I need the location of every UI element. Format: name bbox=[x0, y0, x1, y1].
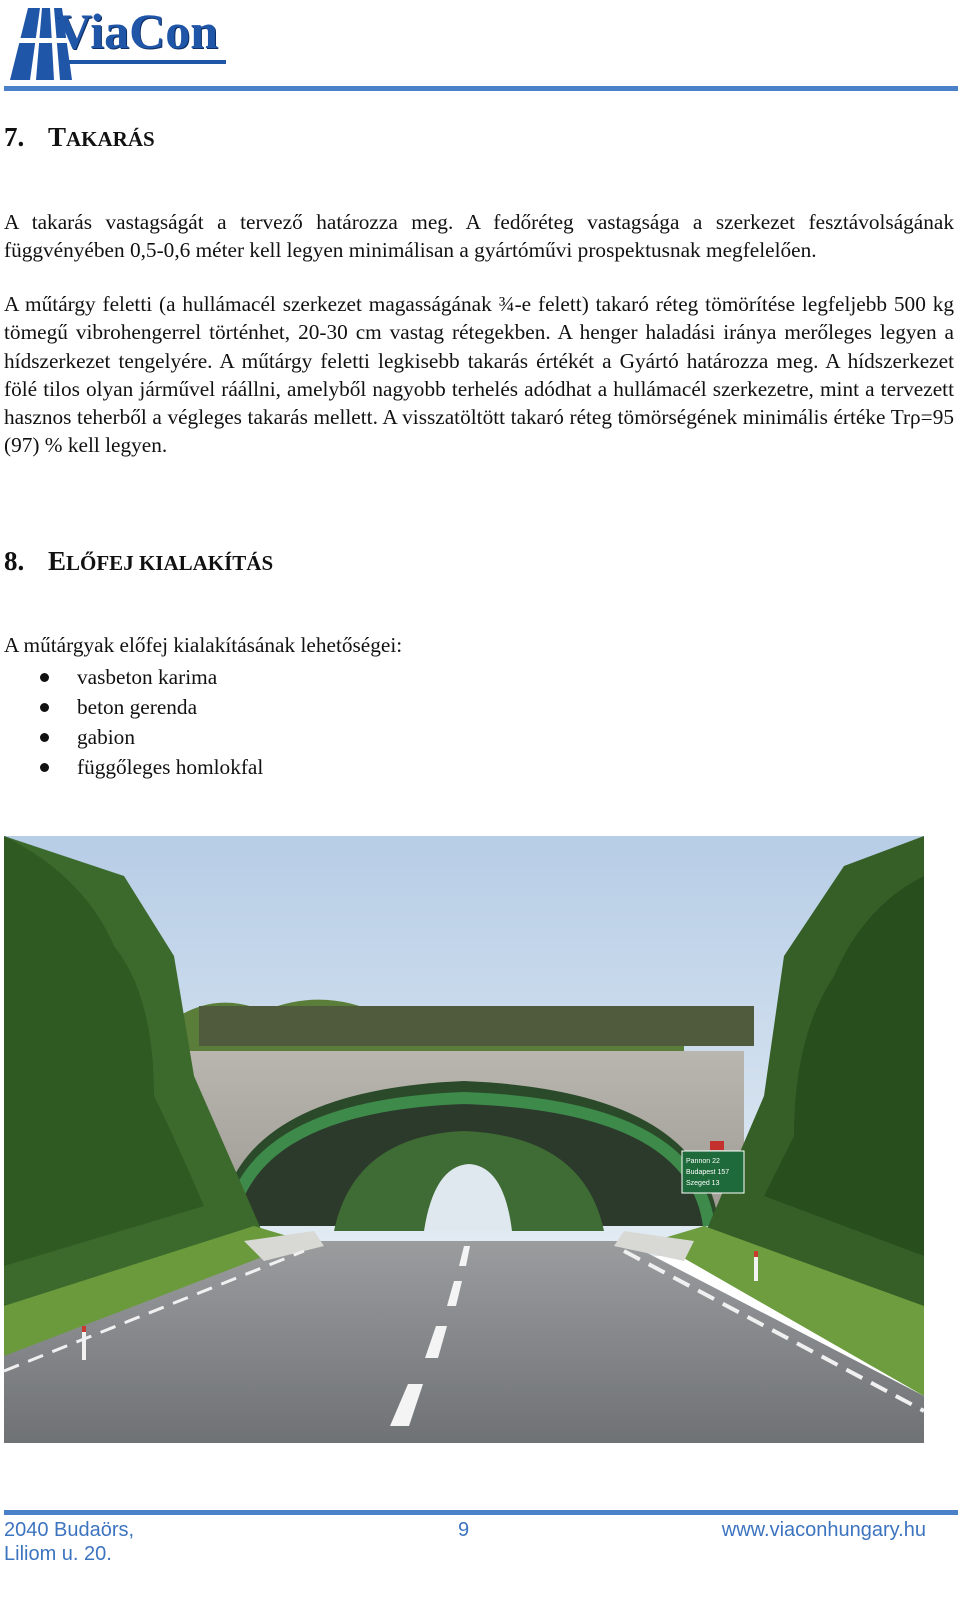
heading-initial: T bbox=[48, 122, 67, 152]
section-number: 7. bbox=[4, 122, 25, 152]
headwall-options-intro: A műtárgyak előfej kialakításának lehetőségei: bbox=[4, 633, 403, 657]
svg-text:Szeged 13: Szeged 13 bbox=[686, 1180, 720, 1187]
bullet-icon bbox=[40, 763, 49, 772]
section-7-heading bbox=[4, 122, 155, 153]
footer-divider bbox=[4, 1510, 958, 1515]
paragraph-compaction: A műtárgy feletti (a hullámacél szerkezet magasságának ¾-e felett) takaró réteg tömörítése legfeljebb 500 kg tömegű vibrohengerrel történhet, 20-30 cm vastag rétegekben. A henger haladási iránya merőleges legyen a hídszerkezet tengelyére. A műtárgy feletti legkisebb takarás értékét a Gyártó határozza meg. A hídszerkezet fölé tilos olyan járművel ráállni, amelyből nagyobb terhelés adódhat a hullámacél szerkezetre, mint a tervezett hasznos teherből a végleges takarás mellett. A visszatöltött takaró réteg tömörségének minimális értéke Trρ=95 (97) % kell legyen. bbox=[4, 292, 954, 458]
viacon-logo bbox=[10, 3, 225, 82]
bullet-icon bbox=[40, 733, 49, 742]
logo-wordmark: ViaCon bbox=[56, 3, 219, 59]
heading-rest: AKARÁS bbox=[66, 127, 155, 151]
website-link[interactable]: www.viaconhungary.hu bbox=[721, 1519, 926, 1541]
bridge-photo bbox=[4, 836, 924, 1443]
bullet-icon bbox=[40, 703, 49, 712]
header-divider bbox=[4, 86, 958, 91]
section-8-heading bbox=[4, 546, 273, 577]
paragraph-cover-thickness: A takarás vastagságát a tervező határozza meg. A fedőréteg vastagsága a szerkezet fesztávolságának függvényében 0,5-0,6 méter kell legyen minimálisan a gyártóművi prospektusnak megfelelően. bbox=[4, 210, 954, 263]
heading-initial: E bbox=[48, 546, 67, 576]
footer-address: 2040 Budaörs, Liliom u. 20. bbox=[4, 1519, 135, 1565]
svg-text:Pannon 22: Pannon 22 bbox=[686, 1158, 720, 1165]
page-number: 9 bbox=[458, 1519, 470, 1541]
bullet-icon bbox=[40, 673, 49, 682]
svg-text:Budapest 157: Budapest 157 bbox=[686, 1169, 730, 1176]
logo-underline bbox=[68, 60, 226, 64]
section-number: 8. bbox=[4, 546, 25, 576]
wildlife-overpass-illustration bbox=[4, 836, 924, 1443]
heading-rest: LŐFEJ KIALAKÍTÁS bbox=[66, 551, 274, 575]
